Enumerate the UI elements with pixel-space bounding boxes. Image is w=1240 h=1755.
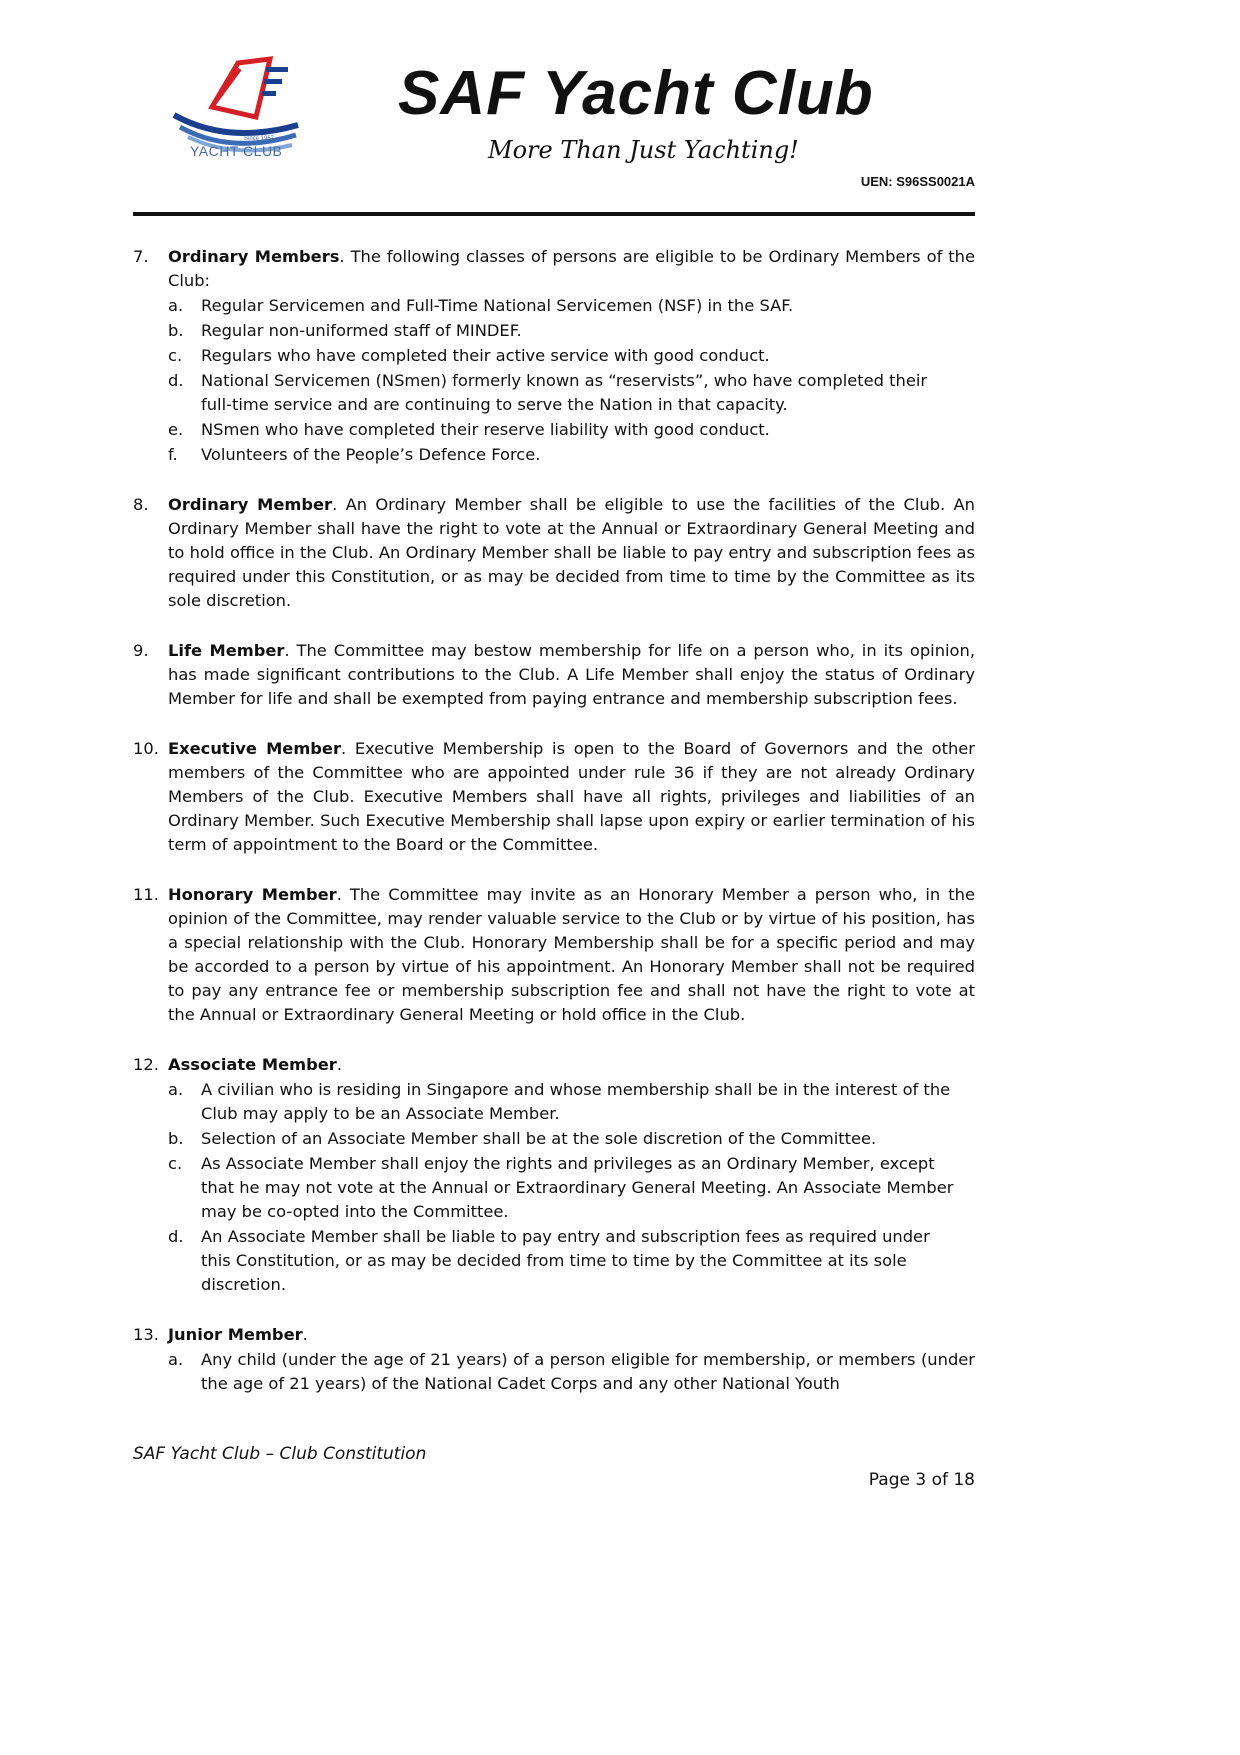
clause-text: . The Committee may bestow membership for life on a person who, in its opinion, has made significant contributions to the Club. A Life Member shall enjoy the status of Ordinary Member for life and shall be exempted from paying entrance and membership subscription fees. — [168, 641, 975, 708]
list-item: a. A civilian who is residing in Singapore and whose membership shall be in the interest of the Club may apply to be an Associate Member. — [168, 1080, 951, 1123]
clause-heading: Honorary Member — [168, 885, 337, 904]
clause-heading: Associate Member — [168, 1055, 337, 1074]
clause-7 — [133, 245, 975, 467]
clause-number: 12. — [133, 1055, 159, 1074]
clause-8 — [133, 493, 975, 613]
list-item: b. Selection of an Associate Member shall be at the sole discretion of the Committee. — [168, 1129, 877, 1148]
sub-list — [168, 1078, 975, 1297]
document-body — [133, 245, 975, 1422]
clause-9 — [133, 639, 975, 711]
list-item: e. NSmen who have completed their reserve liability with good conduct. — [168, 420, 770, 439]
clause-text: . The following classes of persons are eligible to be Ordinary Members of the Club: — [168, 247, 975, 290]
list-item: b. Regular non-uniformed staff of MINDEF. — [168, 321, 522, 340]
clause-number: 13. — [133, 1325, 159, 1344]
clause-10 — [133, 737, 975, 857]
clause-heading: Junior Member — [168, 1325, 303, 1344]
clause-heading: Life Member — [168, 641, 285, 660]
clause-text: . An Ordinary Member shall be eligible to use the facilities of the Club. An Ordinary Member shall have the right to vote at the Annual or Extraordinary General Meeting and to hold office in the Club. An Ordinary Member shall be liable to pay entry and subscription fees as required under this Constitution, or as may be decided from time to time by the Committee as its sole discretion. — [168, 495, 975, 610]
clause-11 — [133, 883, 975, 1027]
list-item: a. Any child (under the age of 21 years) of a person eligible for membership, or members (under the age of 21 years) of the National Cadet Corps and any other National Youth — [168, 1350, 975, 1393]
list-item: c. Regulars who have completed their active service with good conduct. — [168, 346, 770, 365]
clause-number: 10. — [133, 739, 159, 758]
sub-list — [168, 1348, 975, 1396]
list-item: d. An Associate Member shall be liable to pay entry and subscription fees as required under this Constitution, or as may be decided from time to time by the Committee at its sole discretion. — [168, 1227, 930, 1294]
clause-number: 8. — [133, 495, 149, 514]
clause-13 — [133, 1323, 975, 1396]
sub-list — [168, 294, 975, 467]
uen-number: UEN: S96SS0021A — [860, 174, 975, 189]
list-item: d. National Servicemen (NSmen) formerly known as “reservists”, who have completed their full-time service and are continuing to serve the Nation in that capacity. — [168, 371, 928, 414]
clause-heading: Ordinary Member — [168, 495, 333, 514]
clause-number: 11. — [133, 885, 159, 904]
tagline: More Than Just Yachting! — [488, 136, 799, 164]
footer-document-title: SAF Yacht Club – Club Constitution — [133, 1444, 427, 1464]
clause-text: . — [302, 1325, 308, 1344]
clause-heading: Ordinary Members — [168, 247, 340, 266]
clause-text: . — [336, 1055, 343, 1074]
clause-heading: Executive Member — [168, 739, 342, 758]
clause-text: . The Committee may invite as an Honorary Member a person who, in the opinion of the Committee, may render valuable service to the Club or by virtue of his position, has a special relationship with the Club. Honorary Membership shall be for a specific period and may be accorded to a person by virtue of his appointment. An Honorary Member shall not be required to pay any entrance fee or membership subscription fee and shall not have the right to vote at the Annual or Extraordinary General Meeting or hold office in the Club. — [168, 885, 975, 1024]
list-item: c. As Associate Member shall enjoy the rights and privileges as an Ordinary Member, except that he may not vote at the Annual or Extraordinary General Meeting. An Associate Member may be co-opted into the Committee. — [168, 1154, 954, 1221]
logo-text: YACHT CLUB — [190, 143, 283, 159]
clause-12 — [133, 1053, 975, 1297]
clause-text: . Executive Membership is open to the Board of Governors and the other members of the Committee who are appointed under rule 36 if they are not already Ordinary Members of the Club. Executive Members shall have all rights, privileges and liabilities of an Ordinary Member. Such Executive Membership shall lapse upon expiry or earlier termination of his term of appointment to the Board or the Committee. — [168, 739, 975, 854]
logo-since-text: Since 1967 — [244, 136, 275, 142]
clause-number: 9. — [133, 641, 149, 660]
clause-number: 7. — [133, 247, 149, 266]
page-title: SAF Yacht Club — [398, 59, 874, 128]
list-item: a. Regular Servicemen and Full-Time National Servicemen (NSF) in the SAF. — [168, 296, 794, 315]
header-divider — [133, 212, 975, 216]
page-number: Page 3 of 18 — [868, 1470, 975, 1490]
list-item: f. Volunteers of the People’s Defence Force. — [168, 445, 541, 464]
